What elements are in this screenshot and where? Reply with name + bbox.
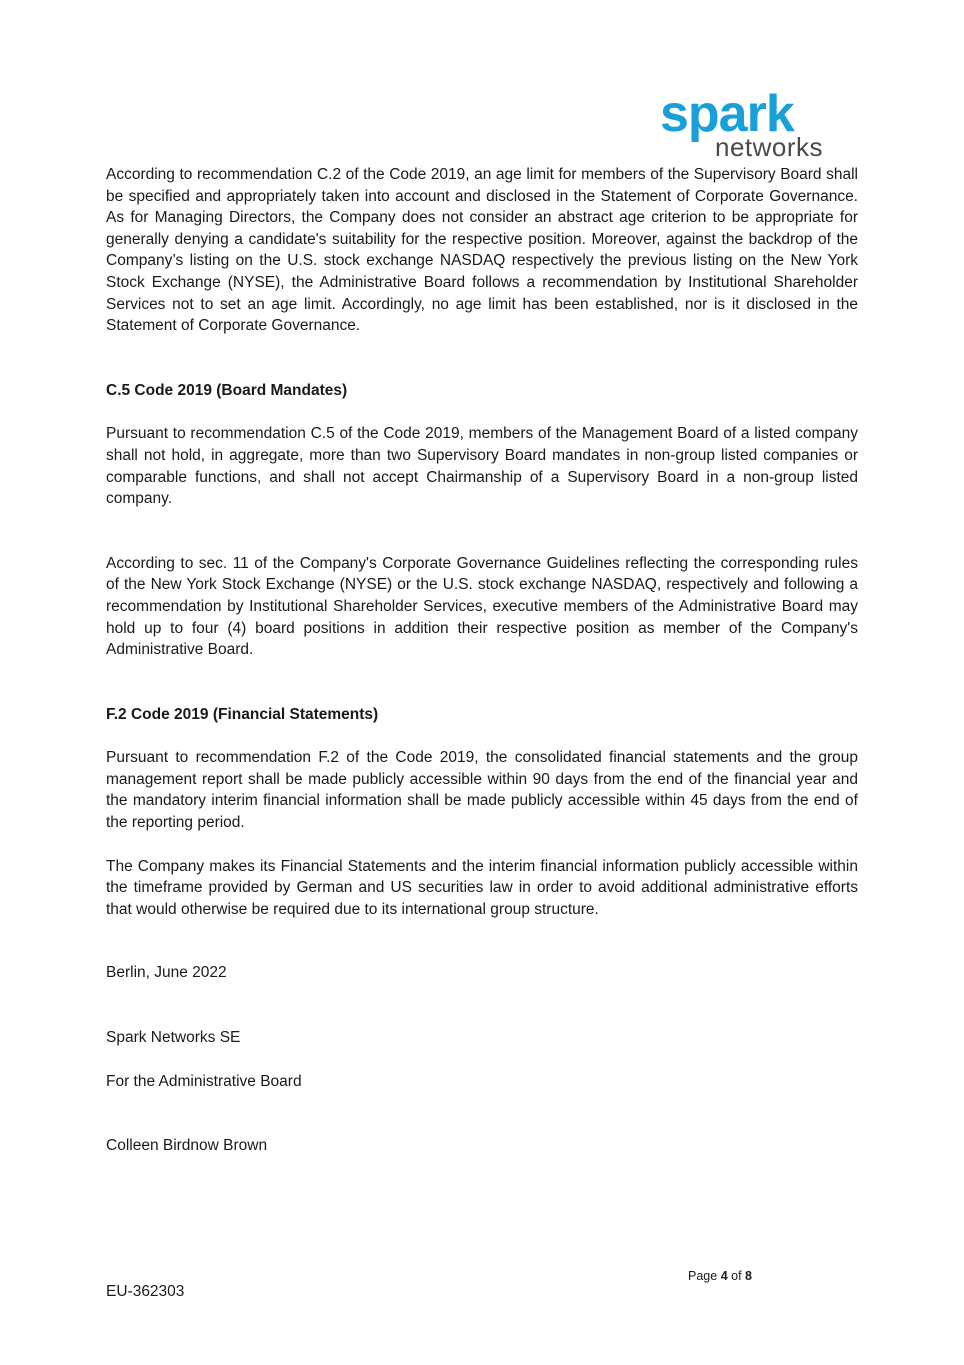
document-body bbox=[106, 164, 858, 1157]
paragraph-c5-recommendation: Pursuant to recommendation C.5 of the Code 2019, members of the Management Board of a listed company shall not hold, in aggregate, more than two Supervisory Board mandates in non-group listed companies or comparable functions, and shall not accept Chairmanship of a Supervisory Board in a non-group listed company. bbox=[106, 425, 858, 508]
heading-f2: F.2 Code 2019 (Financial Statements) bbox=[106, 705, 379, 723]
logo-subtitle: networks bbox=[715, 132, 824, 162]
page-current: 4 bbox=[720, 1269, 728, 1283]
heading-c5: C.5 Code 2019 (Board Mandates) bbox=[106, 381, 348, 399]
signatory-name: Colleen Birdnow Brown bbox=[106, 1137, 268, 1155]
paragraph-f2-recommendation: Pursuant to recommendation F.2 of the Code 2019, the consolidated financial statements and the group management report shall be made publicly accessible within 90 days from the end of the financial year and the mandatory interim financial information shall be made publicly accessible within 45 days from the end of the reporting period. bbox=[106, 749, 858, 832]
page-of: of bbox=[731, 1269, 742, 1283]
paragraph-c5-guidelines: According to sec. 11 of the Company's Corporate Governance Guidelines reflecting the corresponding rules of the New York Stock Exchange (NYSE) or the U.S. stock exchange NASDAQ, respectively and following a recommendation by Institutional Shareholder Services, executive members of the Administrative Board may hold up to four (4) board positions in addition their respective position as member of the Company's Administrative Board. bbox=[106, 554, 858, 659]
page-number bbox=[688, 1268, 752, 1284]
board-line: For the Administrative Board bbox=[106, 1072, 302, 1090]
place-and-date: Berlin, June 2022 bbox=[106, 964, 227, 982]
spark-networks-logo bbox=[660, 85, 832, 166]
document-reference: EU-362303 bbox=[106, 1283, 185, 1300]
page-total: 8 bbox=[745, 1269, 752, 1283]
logo-wordmark: spark bbox=[660, 85, 794, 143]
page-prefix: Page bbox=[688, 1269, 718, 1283]
paragraph-f2-company-practice: The Company makes its Financial Statements and the interim financial information publicly accessible within the timeframe provided by German and US securities law in order to avoid additional administrative efforts that would otherwise be required due to its international group structure. bbox=[106, 857, 858, 918]
company-name: Spark Networks SE bbox=[106, 1029, 241, 1047]
paragraph-age-limit: According to recommendation C.2 of the Code 2019, an age limit for members of the Supervisory Board shall be specified and appropriately taken into account and disclosed in the Statement of Corporate Governance. As for Managing Directors, the Company does not consider an abstract age criterion to be appropriate for generally denying a candidate's suitability for the respective position. Moreover, against the backdrop of the Company’s listing on the U.S. stock exchange NASDAQ respectively the previous listing on the New York Stock Exchange (NYSE), the Administrative Board follows a recommendation by Institutional Shareholder Services not to set an age limit. Accordingly, no age limit has been established, nor is it disclosed in the Statement of Corporate Governance. bbox=[106, 166, 858, 335]
